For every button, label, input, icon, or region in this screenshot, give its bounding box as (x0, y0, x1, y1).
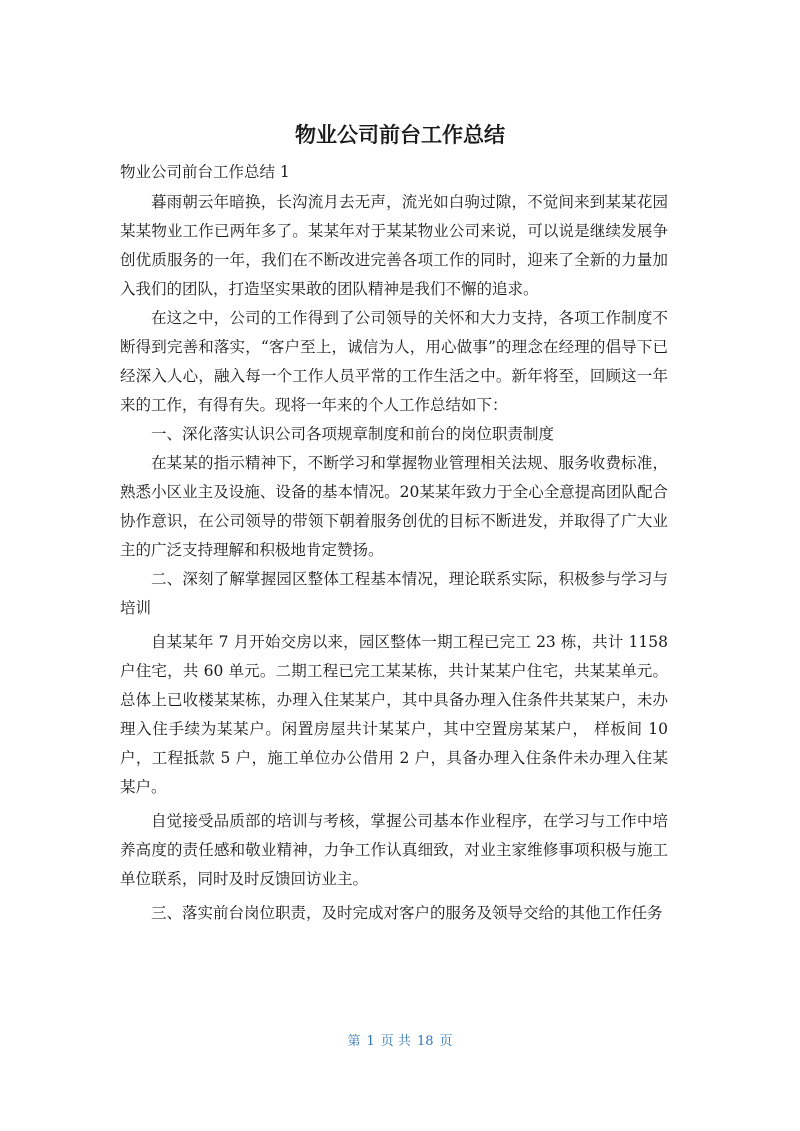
heading-section-2: 二、深刻了解掌握园区整体工程基本情况，理论联系实际，积极参与学习与培训 (120, 570, 668, 617)
footer-page-total: 18 (416, 1034, 434, 1049)
section-subtitle: 物业公司前台工作总结 1 (120, 163, 290, 181)
paragraph-section-1: 在某某的指示精神下，不断学习和掌握物业管理相关法规、服务收费标准，熟悉小区业主及设施、设备的基本情况。20某某年致力于全心全意提高团队配合协作意识，在公司领导的带领下朝着服务创优的目标不断进发，并取得了广大业主的广泛支持理解和积极地肯定赞扬。 (120, 454, 668, 559)
paragraph-section-2-training: 自觉接受品质部的培训与考核，掌握公司基本作业程序，在学习与工作中培养高度的责任感和敬业精神，力争工作认真细致，对业主家维修事项积极与施工单位联系，同时及时反馈回访业主。 (120, 812, 668, 888)
page-footer (0, 1030, 800, 1049)
heading-section-3: 三、落实前台岗位职责，及时完成对客户的服务及领导交给的其他工作任务 (151, 904, 663, 922)
document-title: 物业公司前台工作总结 (295, 123, 505, 147)
paragraph-context: 在这之中，公司的工作得到了公司领导的关怀和大力支持，各项工作制度不断得到完善和落实，“客户至上，诚信为人，用心做事”的理念在经理的倡导下已经深入人心，融入每一个工作人员平常的工作生活之中。新年将至，回顾这一年来的工作，有得有失。现将一年来的个人工作总结如下： (120, 309, 668, 414)
document-body (120, 158, 668, 928)
footer-mid: 页 共 (380, 1034, 411, 1049)
footer-page-current: 1 (366, 1034, 375, 1049)
footer-prefix: 第 (347, 1034, 361, 1049)
footer-suffix: 页 (439, 1034, 453, 1049)
paragraph-section-2-stats: 自某某年 7 月开始交房以来，园区整体一期工程已完工 23 栋，共计 1158 户住宅，共 60 单元。二期工程已完工某某栋，共计某某户住宅，共某某单元。总体上已收楼某某栋，办理入住某某户，其中具备办理入住条件共某某户，未办理入住手续为某某户。闲置房屋共计某某户，其中空置房某某户， 样板间 10 户，工程抵款 5 户，施工单位办公借用 2 户，具备办理入住条件未办理入住某某户。 (120, 633, 668, 796)
heading-section-1: 一、深化落实认识公司各项规章制度和前台的岗位职责制度 (151, 425, 555, 443)
paragraph-intro: 暮雨朝云年暗换，长沟流月去无声，流光如白驹过隙，不觉间来到某某花园某某物业工作已两年多了。某某年对于某某物业公司来说，可以说是继续发展争创优质服务的一年，我们在不断改进完善各项工作的同时，迎来了全新的力量加入我们的团队，打造坚实果敢的团队精神是我们不懈的追求。 (120, 193, 668, 298)
